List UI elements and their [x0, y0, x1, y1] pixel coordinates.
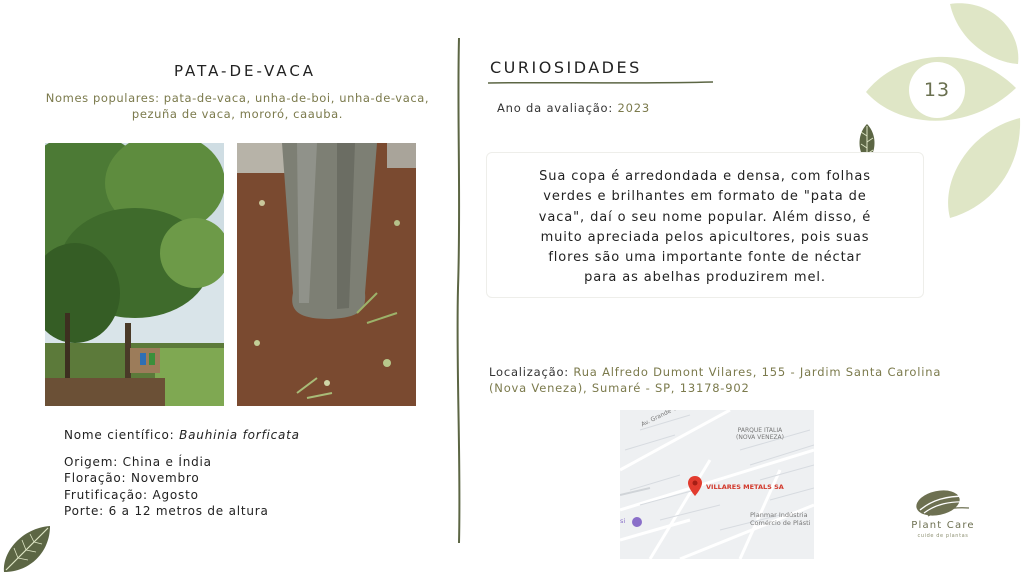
curiosity-line: flores são uma importante fonte de néctar: [548, 250, 862, 266]
curiosities-title: CURIOSIDADES: [490, 58, 642, 77]
evaluation-year-label: Ano da avaliação:: [497, 101, 618, 115]
fruiting-text: Frutificação: Agosto: [64, 488, 199, 502]
map-business-line2: Comércio de Plásti: [750, 519, 811, 527]
map-edge-label: si: [620, 517, 626, 525]
map-marker-label: VILLARES METALS SA: [706, 483, 784, 491]
location-text: [489, 365, 969, 396]
evaluation-year: [497, 101, 650, 115]
curiosity-line: para as abelhas produzirem mel.: [584, 270, 826, 286]
map-business-line1: Planmar Indústria: [750, 511, 808, 519]
location-label: Localização:: [489, 365, 574, 379]
curiosities-card: [486, 152, 924, 298]
map-district-line2: (NOVA VENEZA): [736, 434, 784, 441]
column-divider: [454, 38, 464, 543]
curiosity-line: Sua copa é arredondada e densa, com folhas: [539, 169, 871, 184]
curiosity-line: verdes e brilhantes em formato de "pata de: [543, 189, 867, 205]
map-district-line1: PARQUE ITALIA: [737, 427, 783, 434]
location-map[interactable]: [620, 410, 814, 559]
decorative-leaf-bottom-left: [0, 522, 54, 576]
scientific-name-label: Nome científico:: [64, 428, 180, 442]
tree-trunk-photo: [237, 143, 416, 406]
plant-name: PATA-DE-VACA: [173, 62, 317, 80]
plant-care-logo-icon: [914, 486, 970, 518]
brand-tagline: cuide de plantas: [917, 533, 969, 539]
map-district-label: [736, 427, 784, 441]
map-business-label: [750, 511, 810, 527]
origin-text: Origem: China e Índia: [64, 455, 212, 469]
address-line-2: (Nova Veneza), Sumaré - SP, 13178-902: [489, 380, 750, 395]
brand-name: Plant Care: [911, 520, 975, 531]
curiosity-line: vaca", daí o seu nome popular. Além disso, é: [538, 209, 872, 225]
size-text: Porte: 6 a 12 metros de altura: [64, 504, 269, 518]
curiosity-line: muito apreciada pelos apicultores, pois suas: [540, 229, 870, 245]
popular-names: Nomes populares: pata-de-vaca, unha-de-boi, unha-de-vaca, pezuña de vaca, mororó, caauba.: [45, 91, 430, 121]
flowering-text: Floração: Novembro: [64, 471, 200, 485]
page-number: 13: [909, 62, 965, 118]
title-underline: [488, 80, 713, 86]
scientific-name: [64, 428, 300, 442]
address-line-1: Rua Alfredo Dumont Vilares, 155 - Jardim Santa Carolina: [573, 365, 942, 379]
evaluation-year-value: 2023: [617, 101, 650, 115]
tree-canopy-photo: [45, 143, 224, 406]
map-marker-icon[interactable]: [688, 476, 702, 496]
scientific-name-value: Bauhinia forficata: [179, 428, 300, 442]
